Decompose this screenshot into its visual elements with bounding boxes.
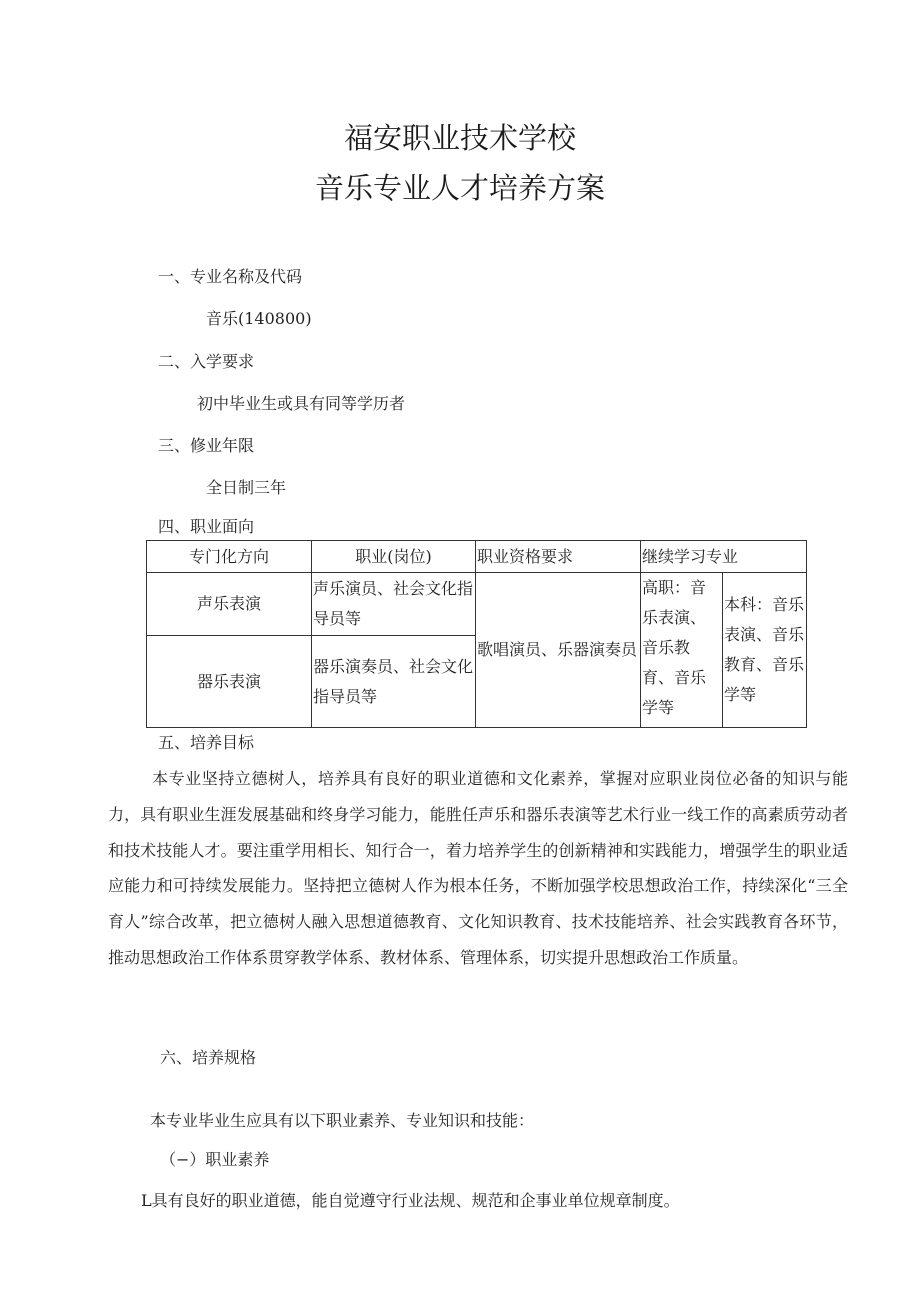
section-heading-major-name: 一、专业名称及代码 — [158, 267, 303, 286]
section-heading-career: 四、职业面向 — [158, 517, 255, 536]
subsection-heading-professional-quality: （−）职业素养 — [160, 1150, 270, 1169]
table-header-cell: 继续学习专业 — [641, 541, 807, 573]
table-cell-direction: 器乐表演 — [147, 636, 312, 728]
table-cell-further-undergrad: 本科：音乐表演、音乐教育、音乐学等 — [723, 573, 807, 728]
quality-item-1: L具有良好的职业道德，能自觉遵守行业法规、规范和企事业单位规章制度。 — [141, 1191, 680, 1210]
document-title-line1: 福安职业技术学校 — [343, 121, 576, 155]
section-heading-specifications: 六、培养规格 — [160, 1048, 257, 1067]
table-header-cell: 职业资格要求 — [476, 541, 641, 573]
table-cell-further-vocational: 高职：音乐表演、音乐教育、音乐学等 — [641, 573, 723, 728]
table-cell-qualification: 歌唱演员、乐器演奏员 — [476, 573, 641, 728]
table-cell-direction: 声乐表演 — [147, 573, 312, 636]
study-duration: 全日制三年 — [206, 478, 287, 497]
objectives-paragraph: 本专业坚持立德树人，培养具有良好的职业道德和文化素养，掌握对应职业岗位必备的知识与能力，具有职业生涯发展基础和终身学习能力，能胜任声乐和器乐表演等艺术行业一线工作的高素质劳动者和技术技能人才。要注重学用相长、知行合一，着力培养学生的创新精神和实践能力，增强学生的职业适应能力和可持续发展能力。坚持把立德树人作为根本任务，不断加强学校思想政治工作，持续深化“三全育人”综合改革，把立德树人融入思想道德教育、文化知识教育、技术技能培养、社会实践教育各环节，推动思想政治工作体系贯穿教学体系、教材体系、管理体系，切实提升思想政治工作质量。 — [108, 769, 848, 967]
table-header-cell: 职业(岗位) — [312, 541, 476, 573]
table-header-cell: 专门化方向 — [147, 541, 312, 573]
table-row — [147, 573, 807, 636]
table-header-row — [147, 541, 807, 573]
career-table — [146, 540, 807, 728]
admission-requirement: 初中毕业生或具有同等学历者 — [197, 394, 406, 413]
table-cell-occupation: 器乐演奏员、社会文化指导员等 — [312, 636, 476, 728]
section-heading-duration: 三、修业年限 — [158, 436, 255, 455]
section-heading-admission: 二、入学要求 — [158, 352, 255, 371]
document-title-line2: 音乐专业人才培养方案 — [314, 171, 605, 205]
major-name-code: 音乐(140800) — [206, 309, 312, 328]
specifications-intro: 本专业毕业生应具有以下职业素养、专业知识和技能： — [150, 1111, 535, 1130]
table-cell-occupation: 声乐演员、社会文化指导员等 — [312, 573, 476, 636]
section-heading-objectives: 五、培养目标 — [158, 733, 255, 752]
